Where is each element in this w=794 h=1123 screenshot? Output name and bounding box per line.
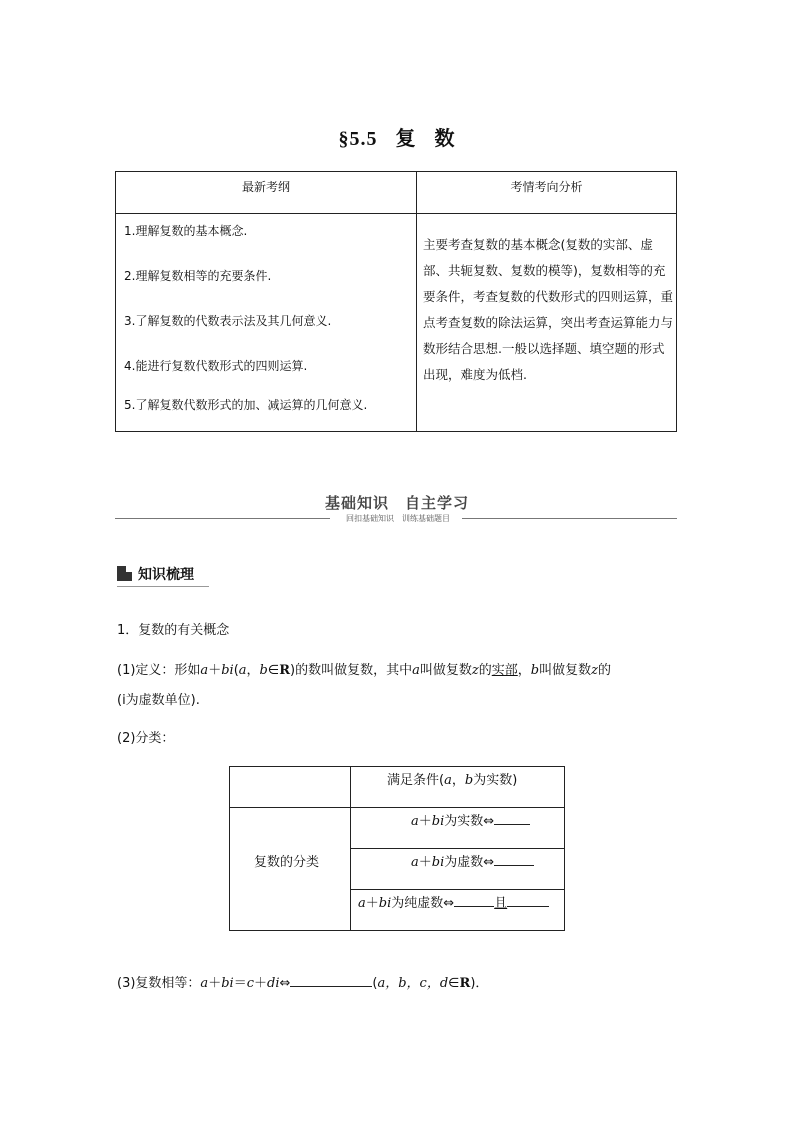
imaginary-number-condition: a＋bi为虚数⇔	[411, 851, 534, 870]
classification-row-label: 复数的分类	[254, 855, 320, 870]
section-banner-title: 基础知识 自主学习	[324, 494, 469, 512]
syllabus-item: 4.能进行复数代数形式的四则运算.	[124, 359, 308, 373]
overview-table	[115, 171, 677, 432]
classification-label: (2)分类：	[117, 731, 175, 746]
syllabus-item: 2.理解复数相等的充要条件.	[124, 269, 272, 283]
definition-line: (1)定义：形如a＋bi(a，b∈R)的数叫做复数，其中a叫做复数z的实部，b叫做复数z的	[117, 663, 611, 678]
table-divider	[416, 172, 417, 431]
section-heading: 1．复数的有关概念	[117, 623, 230, 638]
real-part-term: 实部	[491, 663, 518, 678]
knowledge-heading: 知识梳理	[138, 567, 194, 583]
syllabus-item: 5.了解复数代数形式的加、减运算的几何意义.	[124, 398, 368, 412]
analysis-text: 主要考查复数的基本概念(复数的实部、虚部、共轭复数、复数的模等)，复数相等的充要条件，考查复数的代数形式的四则运算，重点考查复数的除法运算，突出考查运算能力与数形结合思想.一般以选择题、填空题的形式出现，难度为低档.	[423, 237, 674, 382]
real-number-condition: a＋bi为实数⇔	[411, 810, 530, 829]
classification-table	[229, 766, 565, 931]
banner-rule	[115, 518, 330, 519]
section-banner-subtitle: 回扣基础知识 训练基础题目	[346, 514, 450, 523]
heading-underline	[117, 586, 209, 587]
banner-rule	[462, 518, 677, 519]
column-header-syllabus: 最新考纲	[241, 180, 290, 194]
pure-imaginary-condition: a＋bi为纯虚数⇔ 且	[358, 892, 549, 911]
table-divider	[116, 213, 676, 214]
table-divider	[350, 889, 564, 890]
page-title: §5.5 复 数	[338, 128, 456, 150]
syllabus-item: 3.了解复数的代数表示法及其几何意义.	[124, 314, 332, 328]
syllabus-item: 1.理解复数的基本概念.	[124, 224, 248, 238]
column-header-analysis: 考情考向分析	[510, 180, 583, 194]
condition-header: 满足条件(a，b为实数)	[387, 773, 518, 788]
definition-line-2: (i为虚数单位).	[117, 693, 200, 708]
knowledge-icon	[117, 566, 132, 581]
complex-equality-line: (3)复数相等：a＋bi＝c＋di⇔ (a，b，c，d∈R)．	[117, 976, 489, 991]
table-divider	[230, 807, 564, 808]
table-divider	[350, 848, 564, 849]
